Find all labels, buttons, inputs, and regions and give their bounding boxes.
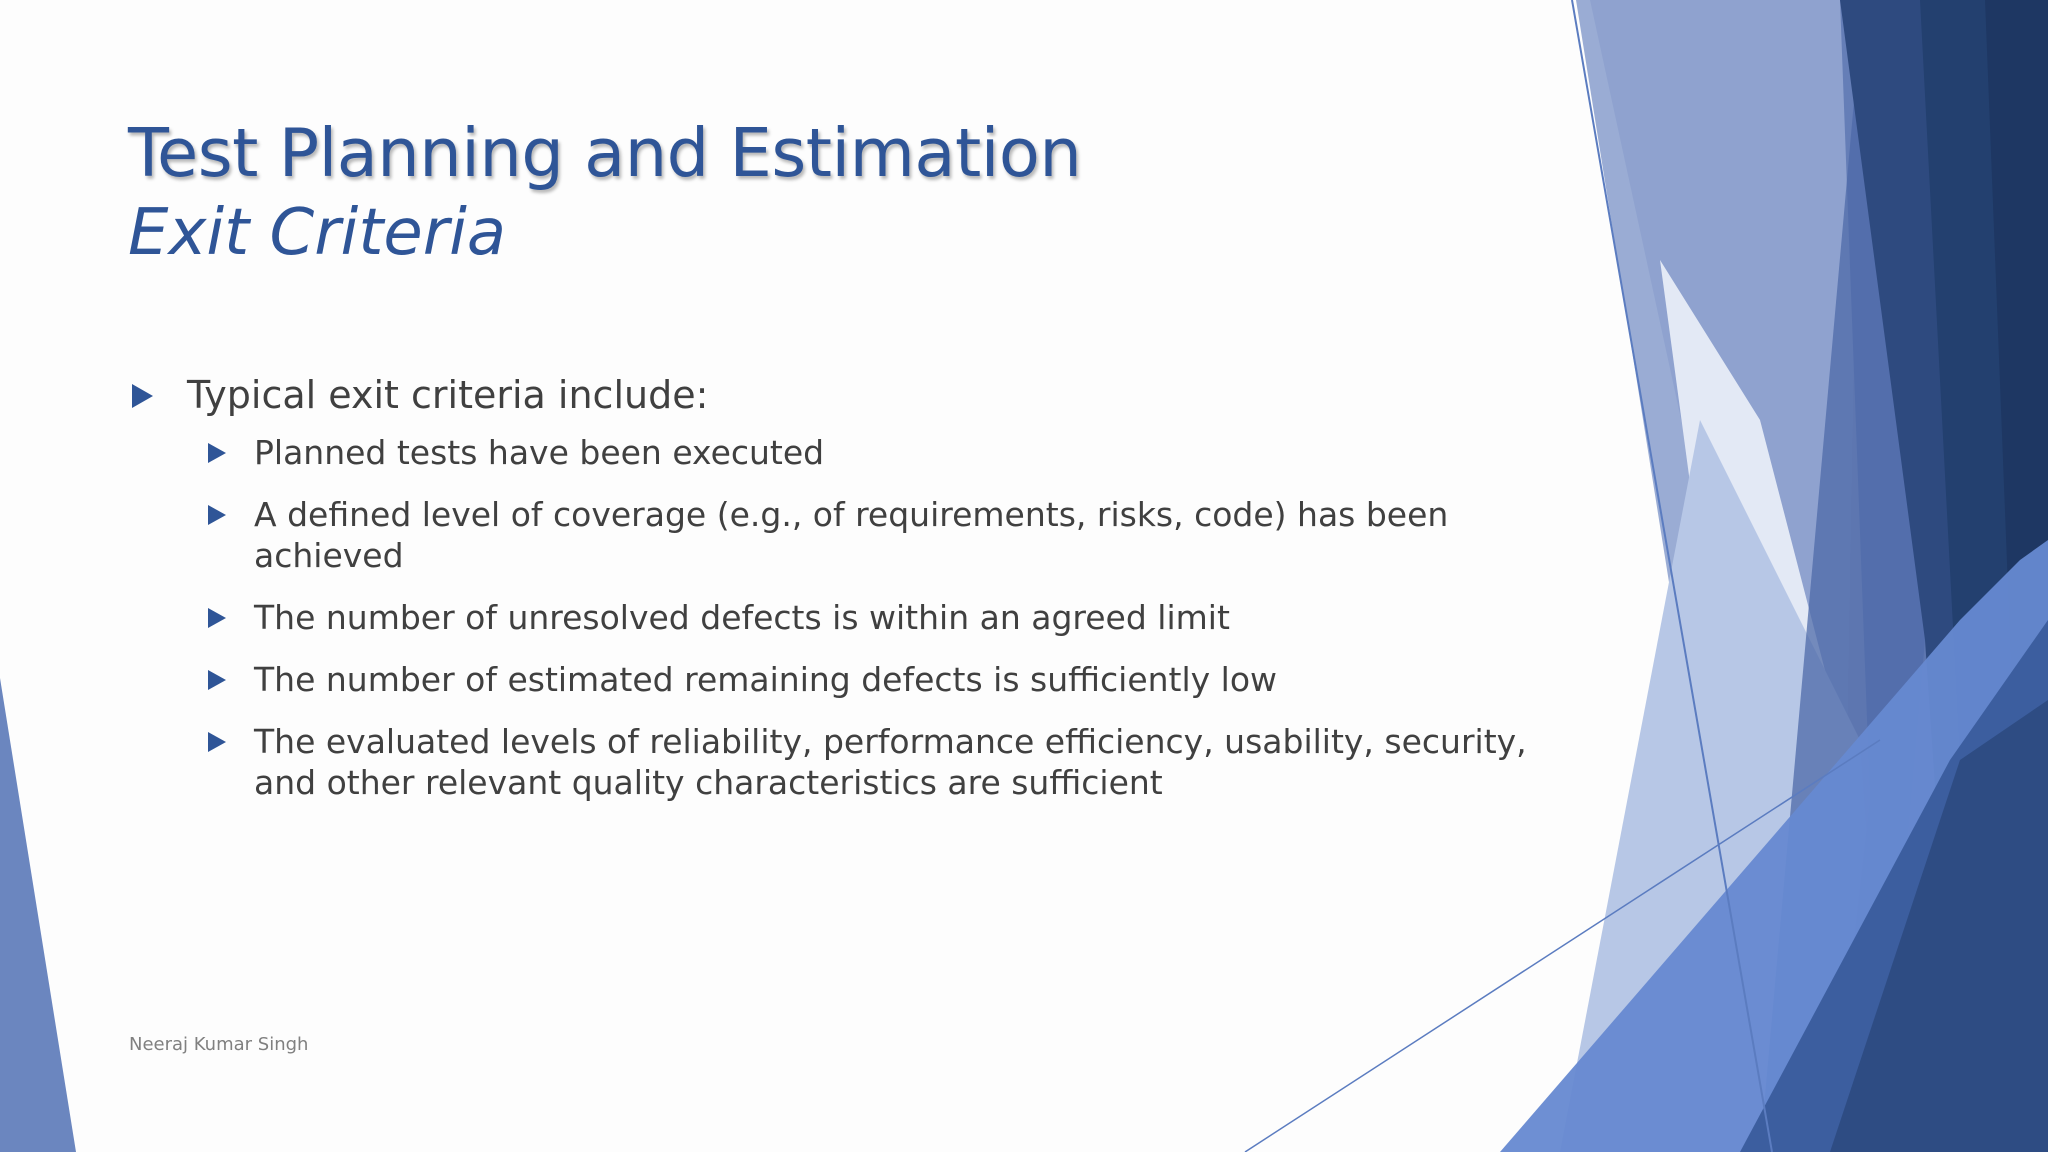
footer-author: Neeraj Kumar Singh — [129, 1034, 309, 1055]
main-bullet-text: Typical exit criteria include: — [187, 373, 709, 417]
sub-bullet — [254, 659, 1554, 700]
triangle-bullet-icon — [208, 670, 226, 690]
triangle-bullet-icon — [208, 443, 226, 463]
sub-bullet-text: The number of estimated remaining defects is sufficiently low — [254, 660, 1278, 699]
title-block — [128, 112, 1081, 272]
slide-subtitle: Exit Criteria — [128, 196, 507, 270]
sub-bullet-text: Planned tests have been executed — [254, 433, 825, 472]
main-bullet — [128, 366, 1528, 424]
sub-bullet — [254, 432, 1554, 473]
triangle-bullet-icon — [208, 608, 226, 628]
triangle-bullet-icon — [132, 384, 153, 408]
left-edge-facet — [0, 678, 76, 1152]
sub-bullet — [254, 494, 1554, 576]
sub-bullet-text: The number of unresolved defects is within an agreed limit — [254, 598, 1230, 637]
sub-bullet-list — [128, 432, 1528, 803]
sub-bullet — [254, 721, 1554, 803]
slide-content — [128, 366, 1528, 803]
sub-bullet — [254, 597, 1554, 638]
triangle-bullet-icon — [208, 505, 226, 525]
sub-bullet-text: A defined level of coverage (e.g., of requirements, risks, code) has been achieved — [254, 495, 1449, 575]
triangle-bullet-icon — [208, 732, 226, 752]
slide-title: Test Planning and Estimation — [128, 114, 1082, 192]
sub-bullet-text: The evaluated levels of reliability, performance efficiency, usability, security, and other relevant quality characteristics are sufficient — [254, 722, 1527, 802]
